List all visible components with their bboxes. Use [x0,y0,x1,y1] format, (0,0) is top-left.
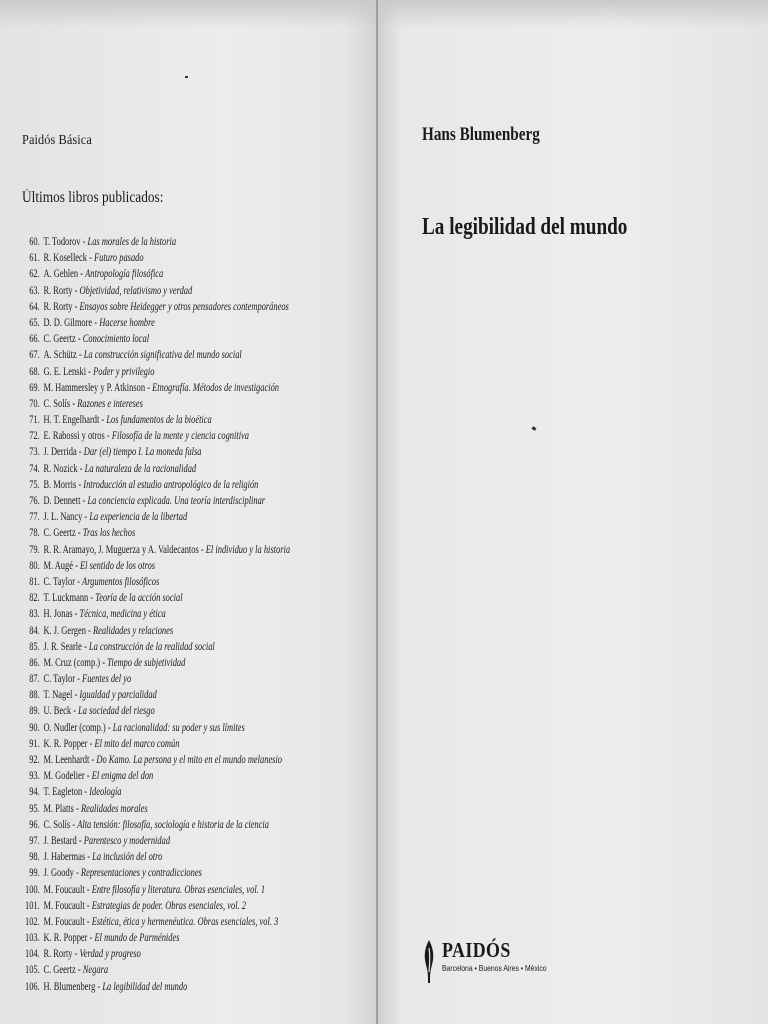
separator: - [88,592,96,605]
book-list-author: J. Derrida [43,446,77,459]
publisher-name: PAIDÓS [442,938,511,962]
book-list-author: H. Blumenberg [43,980,96,993]
separator: - [70,818,78,831]
book-number: 100. [25,883,40,896]
book-number: 97. [29,834,40,847]
book-list-item [22,509,303,525]
book-list-title: Alta tensión: filosofía, sociología e historia de la ciencia [77,818,269,831]
separator: - [75,964,83,977]
book-list-title: Futuro pasado [94,252,144,265]
book-list-item [22,623,303,639]
book-list-title: La naturaleza de la racionalidad [84,462,197,475]
book-list-title: El mundo de Parménides [94,932,180,945]
book-list-title: Filosofía de la mente y ciencia cognitiva [111,430,250,443]
book-list-title: Teoría de la acción social [95,592,183,605]
book-list-title: Hacerse hombre [99,316,155,329]
book-list-item [22,250,303,266]
book-list-title: El enigma del don [91,770,154,783]
separator: - [87,252,95,265]
book-list-title: La racionalidad: su poder y sus límites [112,721,245,734]
scan-speck [185,76,188,78]
book-number: 71. [29,414,40,427]
book-list-item [22,833,303,849]
separator: - [82,786,90,799]
book-list-author: M. Augé [43,559,73,572]
book-list-author: R. Koselleck [43,252,88,265]
book-list [22,234,303,995]
scan-speck [532,426,537,431]
book-list-title: Estrategias de poder. Obras esenciales, vol. 2 [91,899,246,912]
book-list-item [22,865,303,881]
book-list-author: R. Rorty [43,300,73,313]
book-list-item [22,817,303,833]
book-list-item [22,946,303,962]
book-number: 66. [29,333,40,346]
book-list-item [22,364,303,380]
separator: - [92,316,100,329]
separator: - [76,446,84,459]
book-list-author: K. J. Gergen [43,624,86,637]
book-list-item [22,347,303,363]
book-number: 103. [25,932,40,945]
book-list-author: C. Geertz [43,527,76,540]
book-number: 80. [29,559,40,572]
book-list-item [22,315,303,331]
book-number: 98. [29,851,40,864]
publisher-cities: Barcelona • Buenos Aires • México [442,964,547,973]
book-list-author: D. D. Gilmore [43,316,93,329]
separator: - [99,414,107,427]
book-list-item [22,671,303,687]
separator: - [100,656,108,669]
book-list-item [22,784,303,800]
book-list-item [22,687,303,703]
book-list-author: R. Rorty [43,948,73,961]
separator: - [145,381,153,394]
book-number: 88. [29,689,40,702]
book-list-title: Argumentos filosóficos [82,575,160,588]
book-list-item [22,639,303,655]
book-list-author: B. Morris [43,478,77,491]
book-list-title: El individuo y la historia [205,543,291,556]
book-number: 68. [29,365,40,378]
book-list-item [22,234,303,250]
book-list-title: La experiencia de la libertad [89,511,188,524]
book-list-author: M. Platts [43,802,74,815]
book-number: 63. [29,284,40,297]
book-list-item [22,493,303,509]
separator: - [72,559,80,572]
book-list-item [22,979,303,995]
book-title: La legibilidad del mundo [422,214,628,240]
book-list-title: Representaciones y contradicciones [80,867,202,880]
book-list-title: Negara [82,964,109,977]
book-number: 90. [29,721,40,734]
book-number: 86. [29,656,40,669]
book-list-item [22,606,303,622]
book-list-item [22,898,303,914]
book-list-item [22,412,303,428]
book-number: 82. [29,592,40,605]
separator: - [87,932,95,945]
book-list-author: O. Nudler (comp.) [43,721,106,734]
book-list-item [22,736,303,752]
book-list-title: Tras los hechos [82,527,136,540]
separator: - [198,543,206,556]
book-number: 95. [29,802,40,815]
publisher-text [442,938,565,974]
book-number: 81. [29,575,40,588]
book-number: 76. [29,495,40,507]
book-list-author: M. Hammersley y P. Atkinson [43,381,146,394]
separator: - [72,284,80,297]
book-list-title: Dar (el) tiempo I. La moneda falsa [83,446,202,459]
book-list-title: La sociedad del riesgo [78,705,155,718]
book-list-item [22,525,303,541]
book-list-title: Fuentes del yo [82,673,132,686]
book-list-author: J. Bestard [43,834,77,847]
separator: - [72,948,80,961]
separator: - [78,268,86,281]
book-list-item [22,655,303,671]
book-list-title: Parentesco y modernidad [83,834,171,847]
book-list-author: C. Taylor [43,673,76,686]
book-list-item [22,574,303,590]
book-list-author: J. Goody [43,867,74,880]
book-number: 72. [29,430,40,443]
separator: - [76,349,84,362]
book-number: 70. [29,397,40,410]
book-list-title: La construcción de la realidad social [88,640,215,653]
book-list-author: K. R. Popper [43,737,88,750]
book-number: 94. [29,786,40,799]
book-list-title: Estética, ética y hermenéutica. Obras esenciales, vol. 3 [91,915,279,928]
book-list-item [22,283,303,299]
book-list-title: La legibilidad del mundo [102,980,188,993]
book-number: 73. [29,446,40,459]
separator: - [77,462,85,475]
paidos-logo-icon [420,938,438,984]
book-list-title: La inclusión del otro [92,851,163,864]
book-list-author: R. Rorty [43,284,73,297]
book-list-item [22,396,303,412]
book-number: 102. [25,915,40,928]
book-list-item [22,720,303,736]
book-list-author: T. Luckmann [43,592,89,605]
separator: - [75,333,83,346]
book-list-author: A. Schütz [43,349,77,362]
separator: - [80,495,88,507]
book-list-author: T. Eagleton [43,786,83,799]
book-number: 92. [29,754,40,766]
separator: - [82,511,90,524]
book-number: 83. [29,608,40,621]
book-list-title: Igualdad y parcialidad [79,689,157,702]
book-list-author: C. Solís [43,397,71,410]
book-number: 64. [29,300,40,313]
separator: - [76,478,84,491]
book-list-author: D. Dennett [43,495,81,507]
book-list-title: Etnografía. Métodos de investigación [152,381,279,394]
list-heading: Últimos libros publicados: [22,189,164,206]
book-number: 79. [29,543,40,556]
book-list-title: Las morales de la historia [87,236,177,248]
book-list-author: H. T. Engelhardt [43,414,100,427]
book-list-title: El sentido de los otros [79,559,156,572]
book-list-item [22,752,303,768]
book-list-title: Ensayos sobre Heidegger y otros pensadores contemporáneos [79,300,289,313]
book-number: 105. [25,964,40,977]
book-list-title: Poder y privilegio [93,365,155,378]
book-number: 93. [29,770,40,783]
book-list-item [22,444,303,460]
book-list-author: M. Cruz (comp.) [43,656,101,669]
book-list-author: T. Nagel [43,689,73,702]
separator: - [72,608,80,621]
separator: - [85,851,93,864]
book-list-title: Objetividad, relativismo y verdad [79,284,193,297]
book-number: 67. [29,349,40,362]
book-list-author: J. R. Searle [43,640,82,653]
book-number: 89. [29,705,40,718]
book-list-item [22,428,303,444]
book-list-author: A. Gehlen [43,268,79,281]
book-number: 101. [25,899,40,912]
book-list-item [22,930,303,946]
book-list-title: La conciencia explicada. Una teoría interdisciplinar [87,495,266,507]
book-list-title: Razones e intereses [77,397,143,410]
book-list-title: Conocimiento local [82,333,150,346]
book-list-author: M. Godelier [43,770,85,783]
book-number: 85. [29,640,40,653]
book-list-author: M. Foucault [43,899,85,912]
book-number: 87. [29,673,40,686]
book-list-title: La construcción significativa del mundo social [83,349,242,362]
separator: - [73,867,81,880]
book-number: 74. [29,462,40,475]
separator: - [73,802,81,815]
book-list-author: J. L. Nancy [43,511,83,524]
separator: - [85,624,93,637]
book-list-author: G. E. Lenski [43,365,87,378]
book-list-item [22,801,303,817]
book-list-author: C. Geertz [43,333,76,346]
book-list-title: El mito del marco común [94,737,180,750]
book-list-item [22,768,303,784]
separator: - [86,365,94,378]
book-number: 61. [29,252,40,265]
book-list-author: E. Rabossi y otros [43,430,105,443]
book-list-title: Verdad y progreso [79,948,141,961]
book-list-item [22,962,303,978]
separator: - [84,899,92,912]
separator: - [76,834,84,847]
separator: - [70,397,78,410]
separator: - [84,883,92,896]
separator: - [89,754,97,766]
book-list-title: Los fundamentos de la bioética [106,414,212,427]
separator: - [71,705,79,718]
right-page [378,0,768,1024]
publisher-imprint [420,938,565,984]
book-list-item [22,882,303,898]
book-number: 75. [29,478,40,491]
book-number: 96. [29,818,40,831]
separator: - [84,770,92,783]
separator: - [75,673,83,686]
separator: - [72,300,80,313]
book-list-author: U. Beck [43,705,72,718]
separator: - [75,575,83,588]
book-list-author: C. Geertz [43,964,76,977]
book-list-item [22,266,303,282]
book-list-title: Antropología filosófica [85,268,164,281]
book-number: 62. [29,268,40,281]
book-number: 69. [29,381,40,394]
book-list-title: Técnica, medicina y ética [79,608,166,621]
book-list-author: C. Solís [43,818,71,831]
page-shadow [0,0,376,28]
book-list-item [22,542,303,558]
page-shadow [378,0,768,28]
book-number: 106. [25,980,40,993]
book-list-title: Tiempo de subjetividad [107,656,186,669]
book-list-title: Realidades y relaciones [92,624,174,637]
separator: - [84,915,92,928]
book-number: 99. [29,867,40,880]
book-list-item [22,299,303,315]
book-list-author: H. Jonas [43,608,73,621]
book-list-item [22,380,303,396]
book-number: 78. [29,527,40,540]
book-list-title: Introducción al estudio antropológico de la religión [83,478,259,491]
book-list-item [22,461,303,477]
left-page [0,0,376,1024]
book-list-author: R. Nozick [43,462,78,475]
book-list-item [22,703,303,719]
book-list-author: K. R. Popper [43,932,88,945]
book-list-item [22,914,303,930]
book-list-author: J. Habermas [43,851,86,864]
book-list-item [22,331,303,347]
book-number: 104. [25,948,40,961]
book-list-title: Realidades morales [80,802,148,815]
separator: - [72,689,80,702]
book-list-author: M. Foucault [43,915,85,928]
book-number: 65. [29,316,40,329]
book-number: 91. [29,737,40,750]
book-list-item [22,477,303,493]
book-list-title: Do Kamo. La persona y el mito en el mundo melanesio [96,754,283,766]
separator: - [87,737,95,750]
series-name: Paidós Básica [22,133,92,148]
book-list-item [22,590,303,606]
book-author: Hans Blumenberg [422,124,540,145]
book-list-title: Entre filosofía y literatura. Obras esenciales, vol. 1 [91,883,266,896]
separator: - [81,640,89,653]
book-list-author: M. Leenhardt [43,754,90,766]
book-number: 84. [29,624,40,637]
book-list-item [22,558,303,574]
separator: - [75,527,83,540]
separator: - [104,430,112,443]
book-list-author: R. R. Aramayo, J. Muguerza y A. Valdecantos [43,543,199,556]
separator: - [95,980,103,993]
separator: - [105,721,113,734]
book-list-author: M. Foucault [43,883,85,896]
book-list-item [22,849,303,865]
book-number: 77. [29,511,40,524]
book-list-author: T. Todorov [43,236,81,248]
book-number: 60. [29,236,40,248]
book-list-title: Ideología [89,786,122,799]
book-list-author: C. Taylor [43,575,76,588]
separator: - [80,236,88,248]
